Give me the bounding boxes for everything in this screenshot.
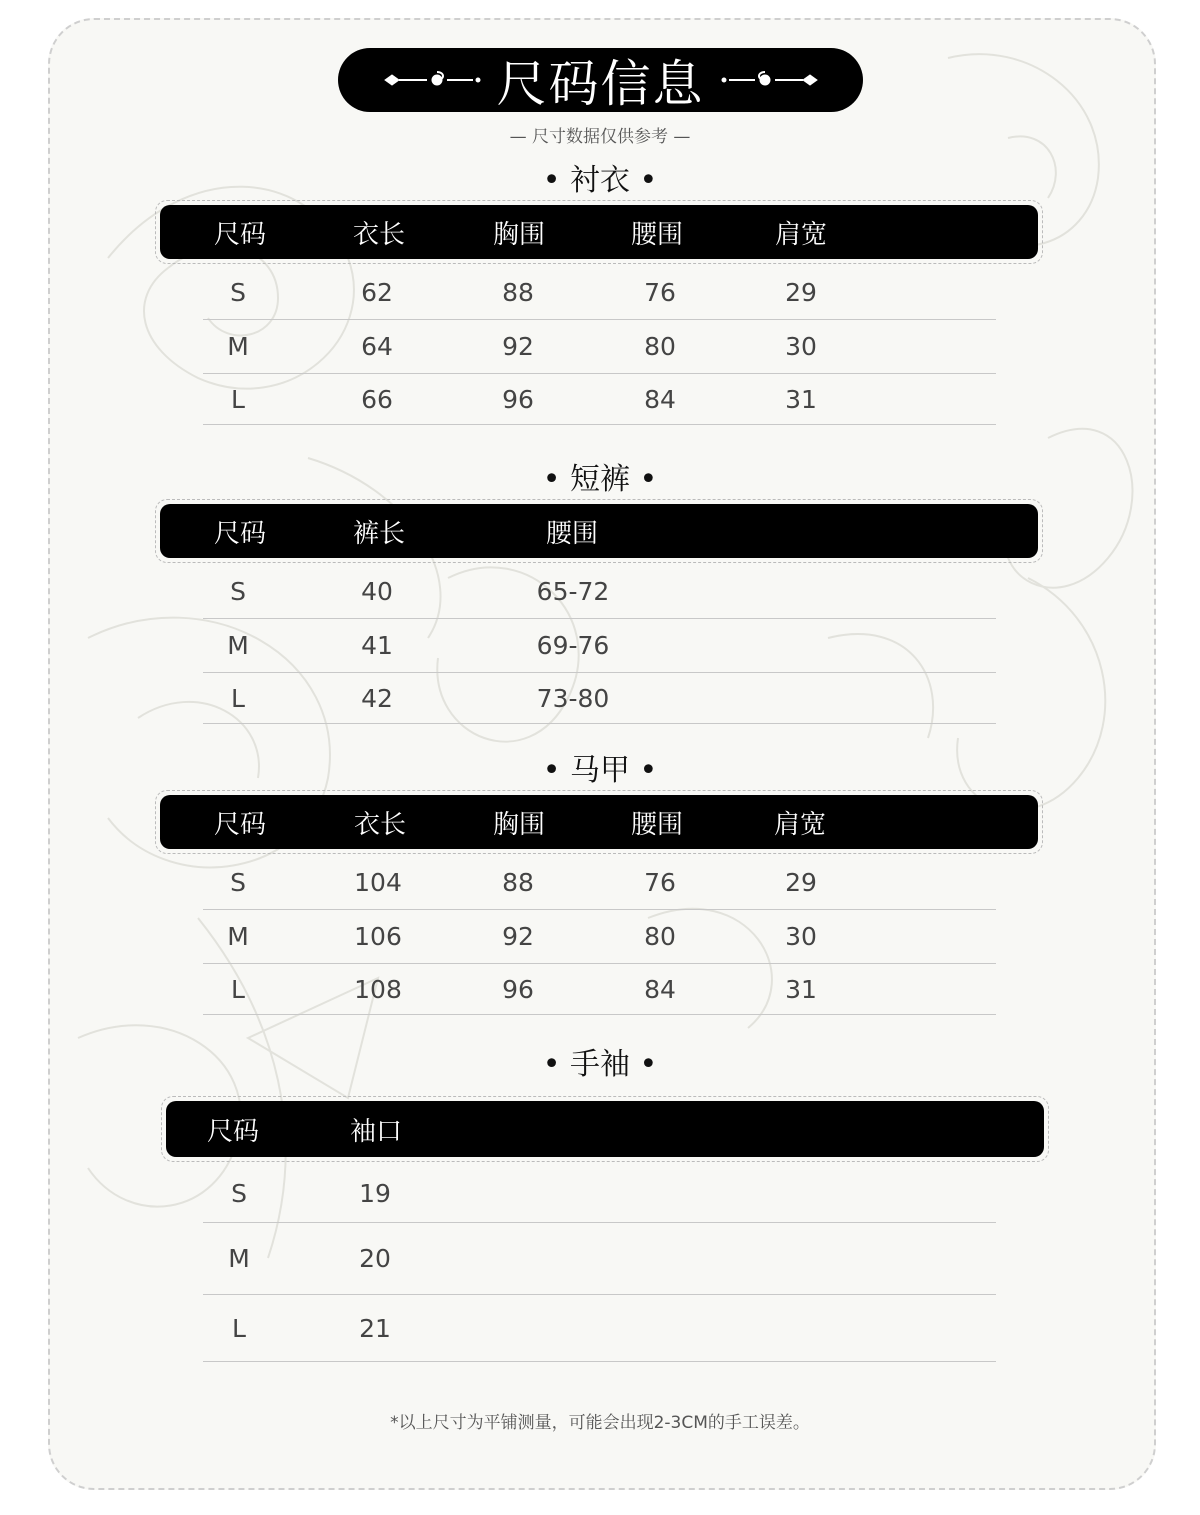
table-cell: L [232,1313,246,1343]
right-ornament-icon [719,68,819,92]
table-cell: 84 [644,974,676,1004]
table-row [203,565,996,619]
table-cell: 31 [785,974,817,1004]
table-row [203,1164,996,1223]
header-cell: 裤长 [352,518,406,549]
table-cell: 19 [359,1178,391,1208]
header-cell: 尺码 [213,518,267,549]
table-cell: 73-80 [536,683,610,713]
title-banner [338,48,863,112]
table-row [203,673,996,724]
header-cell: 袖口 [349,1116,403,1147]
table-cell: 108 [354,974,402,1004]
header-cell: 腰围 [630,219,684,250]
table-cell: 106 [354,922,402,951]
section-title-shorts: • 短裤 • [542,462,658,497]
table-row [203,964,996,1015]
table-header-vest [155,790,1043,854]
table-row [203,910,996,964]
table-cell: 69-76 [536,631,610,660]
left-ornament-icon [383,68,483,92]
table-cell: 30 [785,922,817,951]
section-title-shirt: • 衬衣 • [542,163,658,198]
table-cell: 40 [361,577,393,606]
measurement-note: *以上尺寸为平铺测量，可能会出现2-3CM的手工误差。 [390,1413,810,1433]
table-cell: 62 [361,278,393,307]
table-cell: L [231,384,245,414]
header-cell: 尺码 [206,1116,260,1147]
table-cell: 76 [644,868,676,897]
table-cell: 20 [359,1244,391,1273]
table-cell: 96 [502,384,534,414]
table-cell: 41 [361,631,393,660]
table-cell: 104 [354,868,402,897]
subtitle: — 尺寸数据仅供参考 — [509,127,691,147]
table-cell: 66 [361,384,393,414]
table-cell: 21 [359,1313,391,1343]
table-row [203,856,996,910]
table-cell: 42 [361,683,393,713]
table-cell: 92 [502,332,534,361]
table-cell: 31 [785,384,817,414]
page-title: 尺码信息 [496,55,705,113]
table-cell: 80 [644,922,676,951]
header-cell: 尺码 [213,219,267,250]
table-cell: S [230,577,246,606]
table-cell: 88 [502,278,534,307]
table-cell: S [230,278,246,307]
header-cell: 尺码 [213,809,267,840]
table-cell: 64 [361,332,393,361]
header-cell: 衣长 [352,219,406,250]
table-row [203,320,996,374]
table-cell: L [231,974,245,1004]
header-cell: 胸围 [492,219,546,250]
table-row [203,1295,996,1362]
table-row [203,374,996,425]
table-cell: L [231,683,245,713]
table-cell: 96 [502,974,534,1004]
section-title-sleeves: • 手袖 • [542,1047,658,1082]
table-header-shirt [155,200,1043,264]
table-cell: 65-72 [536,577,610,606]
header-cell: 肩宽 [774,219,828,250]
header-cell: 腰围 [630,809,684,840]
table-header-shorts [155,499,1043,563]
table-cell: M [227,332,249,361]
table-cell: 92 [502,922,534,951]
table-cell: 29 [785,278,817,307]
table-cell: M [227,922,249,951]
table-row [203,266,996,320]
header-cell: 胸围 [492,809,546,840]
table-cell: M [228,1244,250,1273]
header-cell: 肩宽 [773,809,827,840]
table-cell: S [231,1178,247,1208]
table-cell: 29 [785,868,817,897]
table-row [203,619,996,673]
table-cell: 80 [644,332,676,361]
header-cell: 衣长 [353,809,407,840]
table-cell: 30 [785,332,817,361]
header-cell: 腰围 [545,518,599,549]
table-header-sleeves [161,1096,1049,1162]
table-cell: S [230,868,246,897]
table-cell: 88 [502,868,534,897]
table-cell: M [227,631,249,660]
section-title-vest: • 马甲 • [542,753,658,788]
table-row [203,1223,996,1295]
table-cell: 84 [644,384,676,414]
table-cell: 76 [644,278,676,307]
